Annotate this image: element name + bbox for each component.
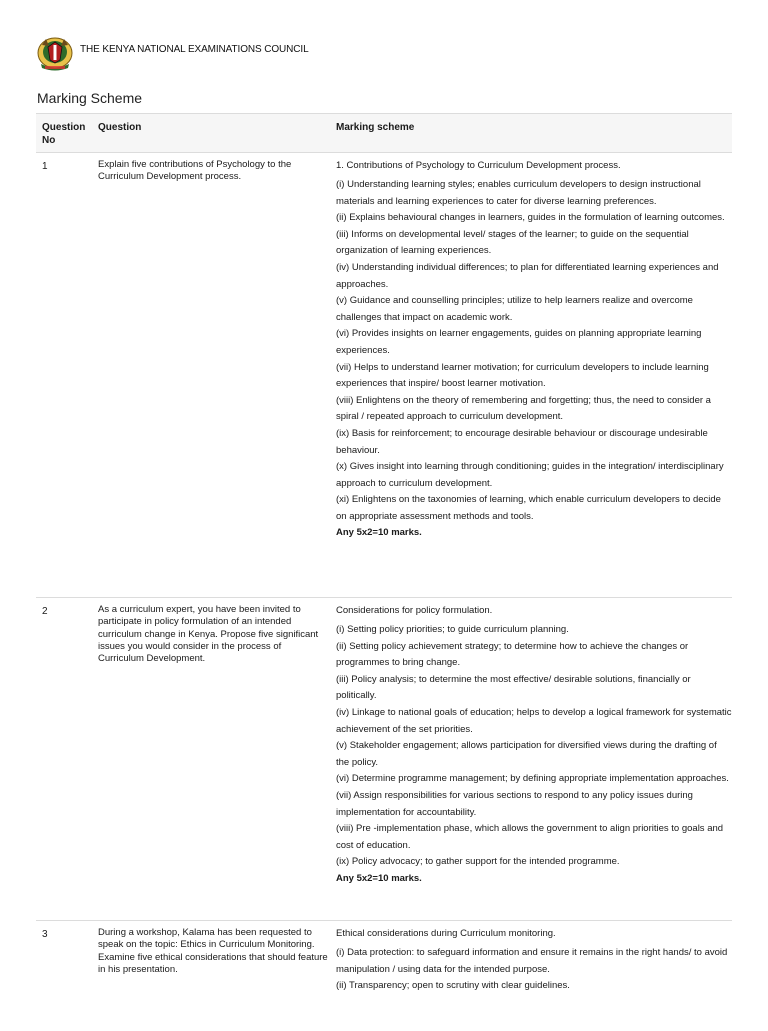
scheme-point: (ii) Transparency; open to scrutiny with clear guidelines. xyxy=(336,980,570,992)
marking-scheme-cell xyxy=(336,153,732,597)
marking-scheme-cell xyxy=(336,921,732,1031)
column-header-marking-scheme: Marking scheme xyxy=(336,122,415,133)
page-header xyxy=(36,33,309,73)
table-header-row xyxy=(36,114,732,153)
question-text: During a workshop, Kalama has been requested to speak on the topic: Ethics in Curriculum Monitoring. Examine five ethical considerations that should feature in his presentation. xyxy=(98,927,328,975)
scheme-point: (ix) Basis for reinforcement; to encourage desirable behaviour or discourage undesirable behaviour. xyxy=(336,427,708,456)
scheme-point: (iv) Linkage to national goals of education; helps to develop a logical framework for systematic achievement of the set priorities. xyxy=(336,706,732,735)
question-number: 2 xyxy=(42,606,48,617)
scheme-point: (i) Setting policy priorities; to guide curriculum planning. xyxy=(336,624,569,635)
marking-scheme-table xyxy=(36,113,732,1031)
scheme-intro: 1. Contributions of Psychology to Curriculum Development process. xyxy=(336,160,621,171)
scheme-point: (ii) Explains behavioural changes in learners, guides in the formulation of learning outcomes. xyxy=(336,212,725,224)
scheme-point: (i) Understanding learning styles; enables curriculum developers to design instructional materials and learning experiences to cater for diverse learning preferences. xyxy=(336,179,701,207)
scheme-point: (v) Guidance and counselling principles; utilize to help learners realize and overcome challenges that impact on academic work. xyxy=(336,295,693,323)
scheme-point: (viii) Pre -implementation phase, which allows the government to align priorities to goals and cost of education. xyxy=(336,823,724,851)
question-number: 1 xyxy=(42,161,48,172)
question-number: 3 xyxy=(42,929,48,940)
page-title: Marking Scheme xyxy=(37,90,143,106)
scheme-point: (vii) Helps to understand learner motivation; for curriculum developers to include learning experiences that inspire/ boost learner motivation. xyxy=(336,361,709,390)
scheme-point: (iv) Understanding individual differences; to plan for differentiated learning experiences and approaches. xyxy=(336,261,719,290)
scheme-point: (xi) Enlightens on the taxonomies of learning, which enable curriculum developers to decide on appropriate assessment methods and tools. xyxy=(336,494,721,522)
scheme-point: (iii) Policy analysis; to determine the most effective/ desirable solutions, financially or politically. xyxy=(336,673,691,702)
scheme-intro: Considerations for policy formulation. xyxy=(336,605,493,616)
question-text: As a curriculum expert, you have been invited to participate in policy formulation of an intended curriculum change in Kenya. Propose five significant issues you would consider in the process of Curriculum Development. xyxy=(98,604,319,665)
scheme-point: (vi) Determine programme management; by defining appropriate implementation approaches. xyxy=(336,773,729,785)
table-row xyxy=(36,598,732,921)
scheme-point: (ii) Setting policy achievement strategy; to determine how to achieve the changes or programmes to bring change. xyxy=(336,640,689,669)
column-header-question: Question xyxy=(98,122,142,133)
scheme-total-marks: Any 5x2=10 marks. xyxy=(336,527,422,539)
marking-scheme-cell xyxy=(336,598,732,920)
scheme-point: (vii) Assign responsibilities for various sections to respond to any policy issues during implementation for accountability. xyxy=(336,789,693,818)
scheme-intro: Ethical considerations during Curriculum monitoring. xyxy=(336,928,556,939)
question-text: Explain five contributions of Psychology to the Curriculum Development process. xyxy=(98,159,292,183)
scheme-point: (v) Stakeholder engagement; allows participation for diversified views during the drafting of the policy. xyxy=(336,740,717,768)
knec-crest-logo xyxy=(36,33,74,73)
scheme-point: (x) Gives insight into learning through conditioning; guides in the integration/ interdisciplinary approach to curriculum development. xyxy=(336,461,724,489)
scheme-point: (i) Data protection: to safeguard information and ensure it remains in the right hands/ to avoid manipulation / using data for the intended purpose. xyxy=(336,947,728,975)
scheme-point: (iii) Informs on developmental level/ stages of the learner; to guide on the sequential organization of learning experiences. xyxy=(336,228,689,257)
table-row xyxy=(36,921,732,1031)
table-row xyxy=(36,153,732,598)
scheme-point: (viii) Enlightens on the theory of remembering and forgetting; thus, the need to consider a spiral / repeated approach to curriculum development. xyxy=(336,394,711,423)
column-header-question-no: Question No xyxy=(42,122,86,146)
organization-name: THE KENYA NATIONAL EXAMINATIONS COUNCIL xyxy=(80,43,309,55)
scheme-point: (vi) Provides insights on learner engagements, guides on planning appropriate learning experiences. xyxy=(336,328,702,356)
scheme-point: (ix) Policy advocacy; to gather support for the intended programme. xyxy=(336,856,620,868)
scheme-total-marks: Any 5x2=10 marks. xyxy=(336,872,422,884)
